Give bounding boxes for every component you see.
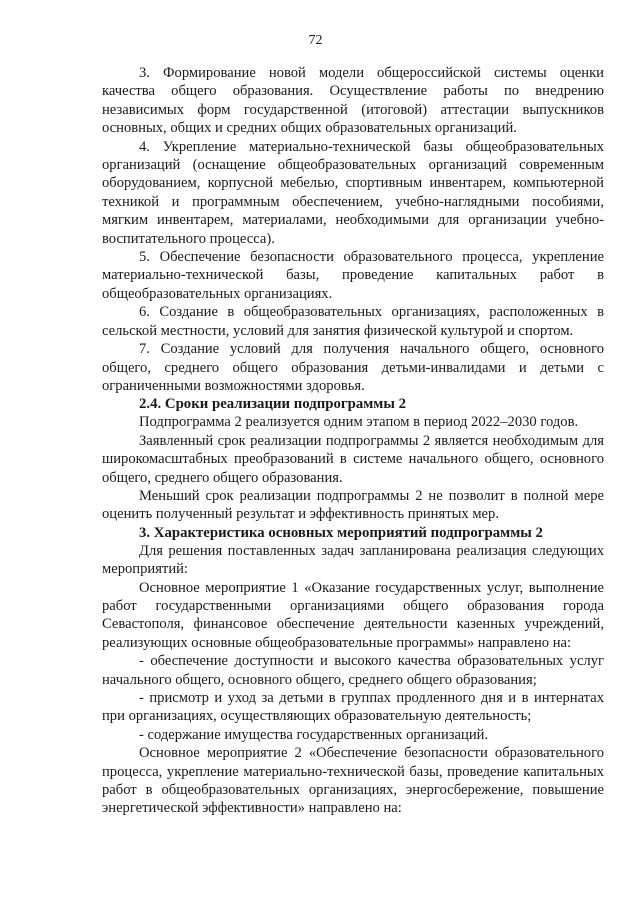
bullet-item: - присмотр и уход за детьми в группах продленного дня и в интернатах при организациях, осуществляющих образовательную деятельность; (102, 690, 604, 725)
paragraph: Основное мероприятие 1 «Оказание государственных услуг, выполнение работ государственными организациями общего образования города Севастополя, финансовое обеспечение деятельности казенных учреждений, реализующих основные общеобразовательные программы» направлено на: (102, 579, 604, 651)
paragraph: Основное мероприятие 2 «Обеспечение безопасности образовательного процесса, укрепление материально-технической базы, проведение капитальных работ в общеобразовательных организациях, энергосбережение, повышение энергетической эффективности» направлено на: (102, 745, 604, 817)
section-heading: 2.4. Сроки реализации подпрограммы 2 (139, 396, 407, 413)
section-heading: 3. Характеристика основных мероприятий подпрограммы 2 (139, 524, 543, 541)
paragraph: Заявленный срок реализации подпрограммы 2 является необходимым для широкомасштабных преобразований в системе начального общего, основного общего, среднего общего образования. (102, 432, 604, 486)
page-number: 72 (308, 33, 323, 48)
paragraph: Подпрограмма 2 реализуется одним этапом в период 2022–2030 годов. (139, 414, 579, 431)
paragraph: Меньший срок реализации подпрограммы 2 не позволит в полной мере оценить полученный результат и эффективность принятых мер. (102, 487, 604, 523)
page-content (102, 64, 604, 818)
paragraph: Для решения поставленных задач запланирована реализация следующих мероприятий: (102, 542, 604, 578)
bullet-item: - содержание имущества государственных организаций. (139, 726, 489, 743)
list-item: 4. Укрепление материально-технической базы общеобразовательных организаций (оснащение общеобразовательных организаций современным оборудованием, корпусной мебелью, спортивным инвентарем, компьютерной техникой и программным обеспечением, учебно-наглядными пособиями, мягким инвентарем, материалами, необходимыми для организации учебно-воспитательного процесса). (102, 138, 604, 247)
bullet-item: - обеспечение доступности и высокого качества образовательных услуг начального общего, основного общего, среднего общего образования; (102, 653, 604, 688)
list-item: 7. Создание условий для получения начального общего, основного общего, среднего общего образования детьми-инвалидами и детьми с ограниченными возможностями здоровья. (102, 341, 604, 394)
list-item: 6. Создание в общеобразовательных организациях, расположенных в сельской местности, условий для занятия физической культурой и спортом. (102, 304, 604, 339)
list-item: 5. Обеспечение безопасности образовательного процесса, укрепление материально-технической базы, проведение капитальных работ в общеобразовательных организациях. (102, 249, 604, 302)
list-item: 3. Формирование новой модели общероссийской системы оценки качества общего образования. Осуществление работы по внедрению независимых форм государственной (итоговой) аттестации выпускников основных, общих и средних общих образовательных организаций. (102, 65, 604, 137)
